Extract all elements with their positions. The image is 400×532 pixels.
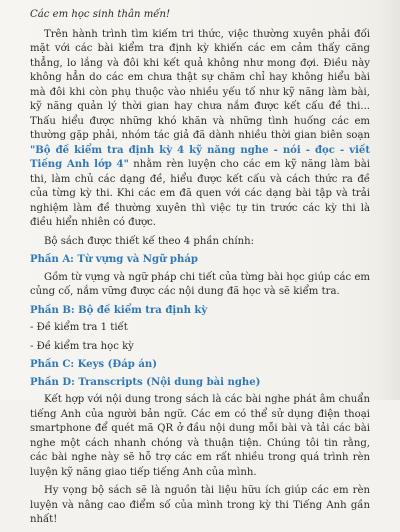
part-b-item-2: - Đề kiểm tra học kỳ xyxy=(30,340,134,352)
part-d-title: Phần D: Transcripts (Nội dung bài nghe) xyxy=(30,376,261,388)
part-b-item-1: - Đề kiểm tra 1 tiết xyxy=(30,322,128,333)
intro-paragraph xyxy=(30,28,370,231)
part-a-title: Phần A: Từ vựng và Ngữ pháp xyxy=(30,254,198,265)
page-gutter-shadow xyxy=(378,0,400,400)
book-title: "Bộ đề kiểm tra định kỳ 4 kỹ năng nghe - nói - đọc - viết Tiếng Anh lớp 4" xyxy=(30,144,370,170)
closing-paragraph: Hy vọng bộ sách sẽ là nguồn tài liệu hữu ích giúp các em rèn luyện và nâng cao điểm số của mình trong kỳ thi Tiếng Anh gần nhất! xyxy=(30,485,370,525)
structure-intro: Bộ sách được thiết kế theo 4 phần chính: xyxy=(44,235,255,247)
greeting: Các em học sinh thân mến! xyxy=(30,9,171,20)
intro-text-end: nhằm rèn luyện cho các em kỹ năng làm bài thi, làm chủ các dạng đề, hiểu được kết cấu và cách thức ra đề của từng kỳ thi. Khi các em đã quen với các dạng bài tập và trải nghiệm làm đề thường xuyên thì việc tự tin trước các kỳ thi là điều hiển nhiên có được. xyxy=(30,159,371,228)
part-b-title: Phần B: Bộ đề kiểm tra định kỳ xyxy=(30,304,208,316)
part-a-text: Gồm từ vựng và ngữ pháp chi tiết của từng bài học giúp các em củng cố, nắm vững được các nội dung đã học và sẽ kiểm tra. xyxy=(30,271,370,297)
intro-text: Trên hành trình tìm kiếm tri thức, việc thường xuyên phải đối mặt với các bài kiểm tra định kỳ khiến các em cảm thấy căng thẳng, lo lắng và đôi khi kết quả không như mong đợi. Điều này không hẳn do các em chưa thật sự chăm chỉ hay không hiểu bài mà đôi khi còn phụ thuộc vào nhiều yếu tố như kỹ năng làm bài, kỹ năng quản lý thời gian hay chưa nắm được kết cấu đề thi... Thấu hiểu được những khó khăn và những tình huống các em thường gặp phải, nhóm tác giả đã dành nhiều thời gian biên soạn xyxy=(30,28,370,141)
part-d-text: Kết hợp với nội dung trong sách là các bài nghe phát âm chuẩn tiếng Anh của người bản ngữ. Các em có thể sử dụng điện thoại smartphone để quét mã QR ở đầu nội dung mỗi bài và tải các bài nghe một cách nhanh chóng và thuận tiện. Chúng tôi tin rằng, các bài nghe này sẽ hỗ trợ các em rất nhiều trong quá trình rèn luyện kỹ năng giao tiếp tiếng Anh của mình. xyxy=(30,394,370,478)
part-c-title: Phần C: Keys (Đáp án) xyxy=(30,359,157,370)
page-content xyxy=(30,8,370,532)
